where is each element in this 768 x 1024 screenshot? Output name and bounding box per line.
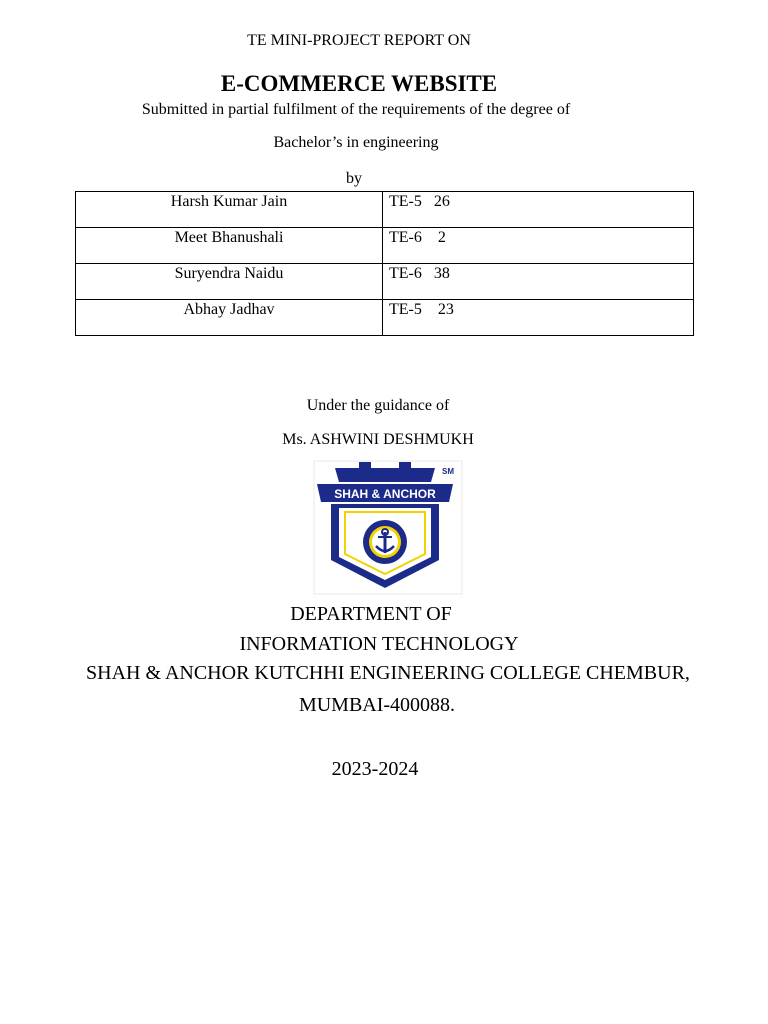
table-row [76, 192, 694, 228]
guidance-label: Under the guidance of [306, 397, 450, 414]
member-roll: TE-6 2 [383, 228, 694, 264]
team-members-table [75, 191, 694, 336]
table-row [76, 264, 694, 300]
academic-year: 2023-2024 [331, 758, 419, 780]
college-logo [313, 460, 463, 595]
guide-name: Ms. ASHWINI DESHMUKH [282, 431, 474, 448]
submission-statement: Submitted in partial fulfilment of the requirements of the degree of [141, 101, 571, 118]
branch-name: INFORMATION TECHNOLOGY [239, 633, 519, 655]
member-name: Abhay Jadhav [76, 300, 383, 336]
degree-name: Bachelor’s in engineering [273, 134, 439, 151]
member-name: Harsh Kumar Jain [76, 192, 383, 228]
project-title: E-COMMERCE WEBSITE [220, 71, 498, 96]
member-name: Meet Bhanushali [76, 228, 383, 264]
member-name: Suryendra Naidu [76, 264, 383, 300]
member-roll: TE-5 26 [383, 192, 694, 228]
table-row [76, 228, 694, 264]
table-row [76, 300, 694, 336]
report-label: TE MINI-PROJECT REPORT ON [247, 32, 471, 49]
by-label: by [346, 170, 362, 187]
member-roll: TE-6 38 [383, 264, 694, 300]
college-city: MUMBAI-400088. [298, 694, 456, 716]
anchor-icon [363, 520, 407, 564]
member-roll: TE-5 23 [383, 300, 694, 336]
logo-mark: SM [442, 467, 454, 476]
shah-anchor-logo [313, 460, 463, 595]
department-label: DEPARTMENT OF [290, 603, 452, 625]
college-name: SHAH & ANCHOR KUTCHHI ENGINEERING COLLEGE CHEMBUR, [86, 662, 690, 684]
logo-text: SHAH & ANCHOR [334, 487, 436, 501]
